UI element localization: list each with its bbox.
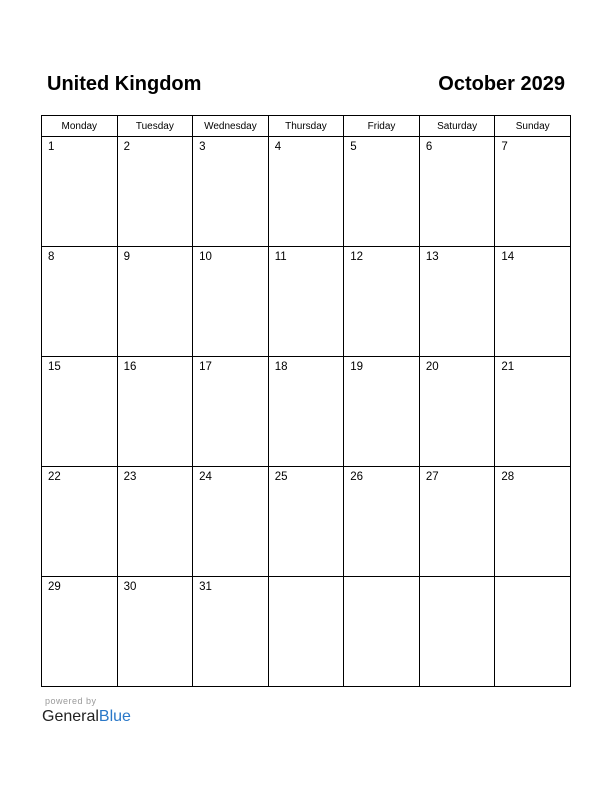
weekday-header: Wednesday (193, 116, 269, 137)
week-row (42, 247, 571, 357)
day-cell (495, 137, 571, 247)
week-row (42, 577, 571, 687)
day-cell (419, 467, 495, 577)
calendar-month-title: October 2029 (438, 73, 565, 95)
weekday-header: Friday (344, 116, 420, 137)
day-number: 19 (350, 361, 364, 373)
day-cell (42, 467, 118, 577)
day-number: 5 (350, 141, 357, 153)
day-number: 31 (199, 581, 212, 593)
day-cell (117, 577, 193, 687)
day-number: 7 (501, 141, 508, 153)
brand-name-general: General (42, 708, 99, 725)
day-cell (344, 137, 420, 247)
day-cell (419, 577, 495, 687)
day-number: 22 (48, 471, 61, 483)
day-number: 6 (425, 141, 433, 153)
day-cell (193, 357, 269, 467)
day-number (269, 577, 344, 580)
day-cell (344, 247, 420, 357)
weekday-header-row (42, 116, 571, 137)
day-cell (193, 577, 269, 687)
brand-logo[interactable] (42, 707, 131, 727)
day-cell (117, 467, 193, 577)
day-number: 2 (123, 141, 130, 153)
day-number (344, 577, 419, 580)
day-cell (495, 467, 571, 577)
day-number: 8 (48, 251, 55, 263)
day-cell (268, 357, 344, 467)
day-number: 13 (425, 251, 439, 263)
powered-by-label: powered by (45, 696, 97, 706)
day-cell (193, 247, 269, 357)
day-cell (117, 137, 193, 247)
day-number (420, 577, 495, 580)
day-number: 9 (123, 251, 130, 263)
day-number: 16 (123, 361, 137, 373)
day-number: 1 (48, 141, 55, 153)
day-number: 12 (350, 251, 364, 263)
day-number: 23 (123, 471, 137, 483)
weekday-header: Monday (42, 116, 118, 137)
day-number: 18 (274, 361, 288, 373)
day-number: 17 (199, 361, 212, 373)
week-row (42, 137, 571, 247)
day-cell (419, 357, 495, 467)
day-number: 20 (425, 361, 439, 373)
day-cell (193, 137, 269, 247)
day-number: 26 (350, 471, 364, 483)
weekday-header: Saturday (419, 116, 495, 137)
day-cell (117, 247, 193, 357)
day-number: 15 (48, 361, 61, 373)
day-number: 14 (501, 251, 515, 263)
day-number: 4 (274, 141, 282, 153)
day-cell (495, 577, 571, 687)
weekday-header: Tuesday (117, 116, 193, 137)
day-cell (193, 467, 269, 577)
day-cell (42, 357, 118, 467)
weekday-header: Sunday (495, 116, 571, 137)
day-cell (42, 137, 118, 247)
brand-name-blue: Blue (98, 708, 131, 725)
day-cell (42, 247, 118, 357)
day-cell (117, 357, 193, 467)
day-number: 25 (274, 471, 288, 483)
day-number: 3 (199, 141, 206, 153)
day-cell (268, 467, 344, 577)
day-number: 27 (425, 471, 439, 483)
day-number: 11 (274, 251, 287, 263)
day-cell (268, 137, 344, 247)
day-number: 30 (123, 581, 137, 593)
week-row (42, 467, 571, 577)
day-number: 24 (199, 471, 212, 483)
day-cell (42, 577, 118, 687)
calendar-grid (41, 115, 571, 687)
footer-branding (42, 696, 131, 727)
day-cell (268, 247, 344, 357)
day-cell (419, 247, 495, 357)
day-cell (344, 577, 420, 687)
day-cell (495, 357, 571, 467)
day-cell (419, 137, 495, 247)
day-cell (495, 247, 571, 357)
day-number: 28 (501, 471, 515, 483)
weekday-header: Thursday (268, 116, 344, 137)
day-number (495, 577, 570, 580)
day-number: 29 (48, 581, 61, 593)
calendar-country-title: United Kingdom (47, 73, 202, 95)
day-number: 10 (199, 251, 212, 263)
day-cell (268, 577, 344, 687)
day-number: 21 (501, 361, 515, 373)
day-cell (344, 467, 420, 577)
day-cell (344, 357, 420, 467)
week-row (42, 357, 571, 467)
